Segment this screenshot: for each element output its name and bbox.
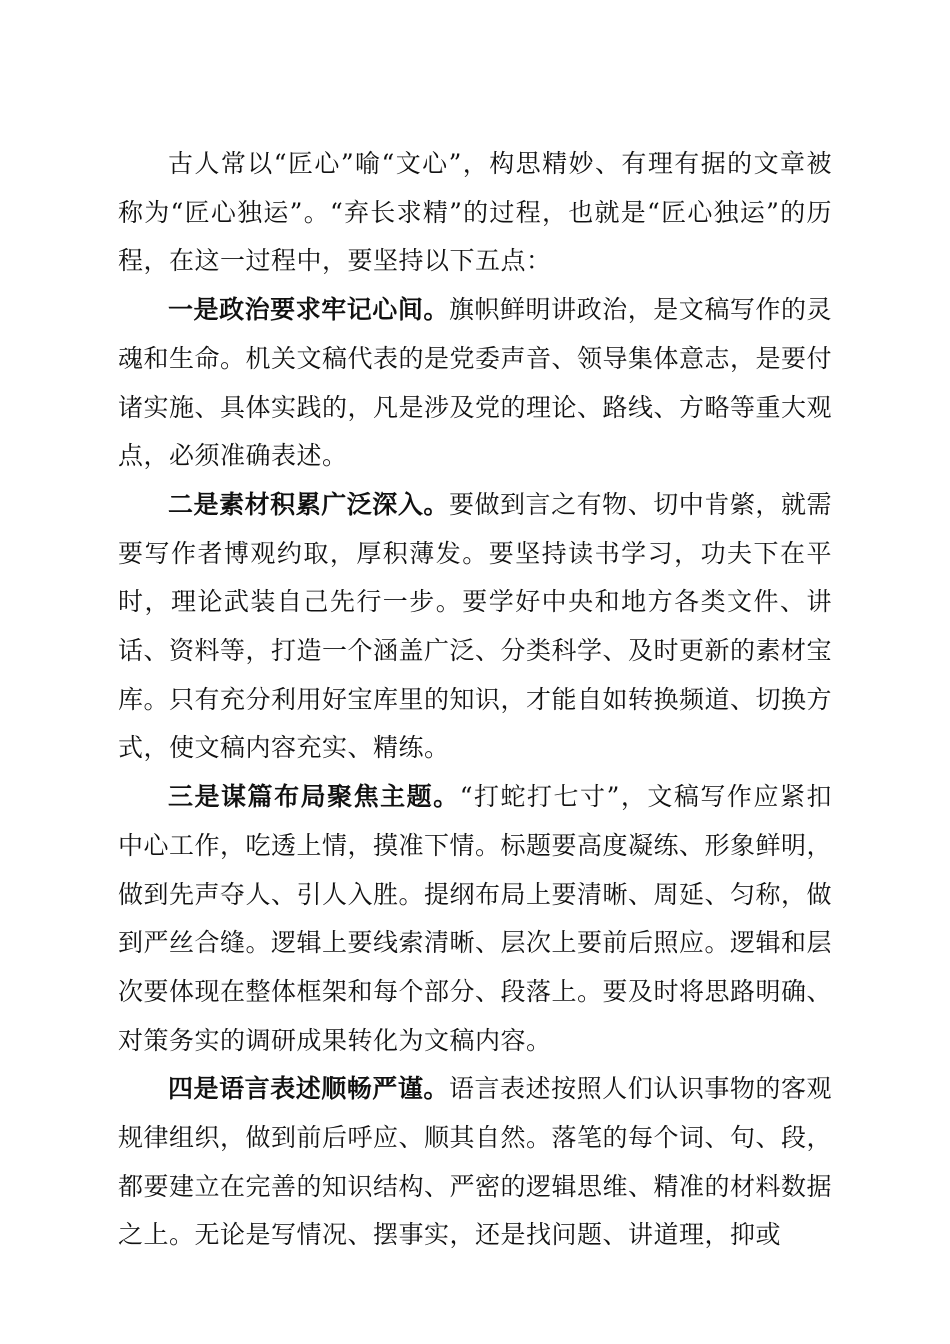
paragraph-text: 语言表述按照人们认识事物的客观规律组织，做到前后呼应、顺其自然。落笔的每个词、句、段，都要建立在完善的知识结构、严密的逻辑思维、精准的材料数据之上。无论是写情况、摆事实，还是找问题、讲道理，抑或 [118,1074,833,1250]
paragraph-lead: 二是素材积累广泛深入。 [168,489,449,519]
paragraph-text: “打蛇打七寸”，文稿写作应紧扣中心工作，吃透上情，摸准下情。标题要高度凝练、形象鲜明，做到先声夺人、引人入胜。提纲布局上要清晰、周延、匀称，做到严丝合缝。逻辑上要线索清晰、层次上要前后照应。逻辑和层次要体现在整体框架和每个部分、段落上。要及时将思路明确、对策务实的调研成果转化为文稿内容。 [118,782,833,1055]
paragraph-text: 旗帜鲜明讲政治，是文稿写作的灵魂和生命。机关文稿代表的是党委声音、领导集体意志，是要付诸实施、具体实践的，凡是涉及党的理论、路线、方略等重大观点，必须准确表述。 [118,295,833,471]
paragraph-lead: 四是语言表述顺畅严谨。 [168,1074,449,1104]
paragraph-lead: 一是政治要求牢记心间。 [168,295,449,325]
paragraph-text: 古人常以“匠心”喻“文心”，构思精妙、有理有据的文章被称为“匠心独运”。“弃长求精”的过程，也就是“匠心独运”的历程，在这一过程中，要坚持以下五点： [118,149,832,276]
document-body [118,140,832,1260]
paragraph-text: 要做到言之有物、切中肯綮，就需要写作者博观约取，厚积薄发。要坚持读书学习，功夫下在平时，理论武装自己先行一步。要学好中央和地方各类文件、讲话、资料等，打造一个涵盖广泛、分类科学、及时更新的素材宝库。只有充分利用好宝库里的知识，才能自如转换频道、切换方式，使文稿内容充实、精练。 [118,489,833,763]
paragraph-point-2 [118,481,832,773]
paragraph-intro [118,140,832,286]
paragraph-point-3 [118,773,832,1065]
paragraph-point-1 [118,286,832,481]
paragraph-point-4 [118,1065,832,1260]
paragraph-lead: 三是谋篇布局聚焦主题。 [168,782,460,812]
